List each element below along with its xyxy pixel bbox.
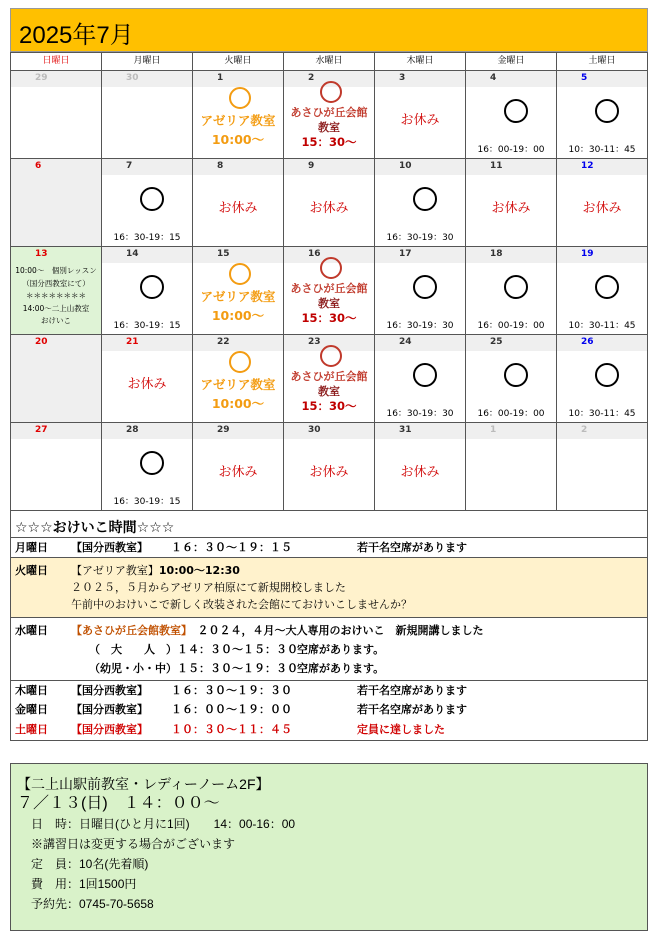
day-cell — [193, 335, 284, 423]
day-cell — [557, 159, 648, 247]
open-circle-icon — [229, 351, 251, 373]
calendar-page — [10, 8, 648, 928]
day-number: 11 — [490, 161, 503, 171]
day-note: 10:00～ 個別レッスン （国分西教室にて） ＊＊＊＊＊＊＊＊ 14:00～二上山教室 おけいこ — [15, 266, 97, 325]
lesson-time: 10：30-11：45 — [568, 321, 636, 331]
lesson-time: 16：30-19：30 — [386, 409, 454, 419]
day-number-bar — [102, 71, 192, 87]
day-cell — [557, 335, 648, 423]
day-number: 21 — [126, 337, 139, 347]
lesson-times — [10, 511, 648, 741]
event-detail: 日 時：日曜日(ひと月に1回) 14：00-16：00 — [31, 817, 296, 831]
event-date: ７／１３(日) １４：００～ — [17, 795, 220, 812]
closed-label: お休み — [127, 377, 167, 392]
closed-label: お休み — [309, 465, 349, 480]
day-number: 16 — [308, 249, 321, 259]
day-number-bar — [557, 247, 647, 263]
day-number-bar — [557, 423, 647, 439]
day-number: 31 — [399, 425, 412, 435]
day-number: 10 — [399, 161, 412, 171]
day-number: 30 — [126, 73, 139, 83]
day-number: 29 — [35, 73, 48, 83]
event-detail: 予約先：0745-70-5658 — [31, 897, 154, 911]
lesson-time: 16：00-19：00 — [477, 409, 545, 419]
day-cell — [375, 159, 466, 247]
day-cell — [557, 71, 648, 159]
open-circle-icon — [595, 99, 619, 123]
day-number-bar — [11, 71, 101, 87]
day-number: 5 — [581, 73, 588, 83]
event-notice — [10, 763, 648, 931]
day-cell — [557, 247, 648, 335]
month-title: 2025年7月 — [19, 22, 134, 49]
calendar-grid — [10, 52, 648, 511]
day-cell — [102, 423, 193, 511]
open-circle-icon — [504, 99, 528, 123]
day-number: 14 — [126, 249, 139, 259]
day-number-bar — [284, 423, 374, 439]
day-number: 28 — [126, 425, 139, 435]
day-number: 22 — [217, 337, 230, 347]
day-number-bar — [193, 71, 283, 87]
day-number-bar — [102, 159, 192, 175]
day-number: 19 — [581, 249, 594, 259]
lesson-time: 16：30-19：15 — [113, 233, 181, 243]
lesson-time: 16：00-19：00 — [477, 321, 545, 331]
lesson-time: 16：30-19：30 — [386, 233, 454, 243]
day-number: 30 — [308, 425, 321, 435]
day-cell — [284, 335, 375, 423]
day-cell — [466, 335, 557, 423]
day-number-bar — [102, 335, 192, 351]
day-cell — [466, 71, 557, 159]
weekday-header: 土曜日 — [557, 53, 648, 71]
open-circle-icon — [140, 275, 164, 299]
open-circle-icon — [320, 345, 342, 367]
closed-label: お休み — [400, 465, 440, 480]
day-cell — [193, 71, 284, 159]
day-cell — [284, 71, 375, 159]
day-number: 17 — [399, 249, 412, 259]
day-number-bar — [375, 335, 465, 351]
day-number: 6 — [35, 161, 42, 171]
lesson-time: 16：30-19：30 — [386, 321, 454, 331]
day-number: 7 — [126, 161, 133, 171]
open-circle-icon — [320, 81, 342, 103]
day-number-bar — [193, 335, 283, 351]
event-detail: 費 用：1回1500円 — [31, 877, 137, 891]
weekday-header: 金曜日 — [466, 53, 557, 71]
closed-label: お休み — [218, 201, 258, 216]
open-circle-icon — [504, 275, 528, 299]
day-cell — [375, 423, 466, 511]
day-cell — [102, 335, 193, 423]
day-number: 20 — [35, 337, 48, 347]
day-number: 24 — [399, 337, 412, 347]
open-circle-icon — [413, 275, 437, 299]
azalea-class-label: アゼリア教室 10:00～ — [200, 377, 276, 411]
day-number-bar — [284, 159, 374, 175]
closed-label: お休み — [491, 201, 531, 216]
day-number: 2 — [581, 425, 588, 435]
monday-row: 月曜日 【国分西教室】 １６：３０～１９：１５ 若干名空席があります — [11, 537, 647, 557]
open-circle-icon — [595, 275, 619, 299]
day-number: 29 — [217, 425, 230, 435]
asahi-class-label: あさひが丘会館 教室 15：30～ — [290, 106, 368, 149]
open-circle-icon — [229, 87, 251, 109]
day-cell — [466, 247, 557, 335]
day-number-bar — [102, 423, 192, 439]
weekday-header: 月曜日 — [102, 53, 193, 71]
event-title: 【二上山駅前教室・レディーノーム2F】 — [17, 776, 270, 792]
day-number: 1 — [217, 73, 224, 83]
day-cell — [284, 423, 375, 511]
day-number: 12 — [581, 161, 594, 171]
month-header — [10, 8, 648, 52]
lesson-time: 10：30-11：45 — [568, 145, 636, 155]
day-number: 25 — [490, 337, 503, 347]
day-number-bar — [557, 159, 647, 175]
open-circle-icon — [140, 451, 164, 475]
open-circle-icon — [413, 363, 437, 387]
azalea-class-label: アゼリア教室 10:00～ — [200, 289, 276, 323]
friday-row: 金曜日 【国分西教室】 １６：００～１９：００ 若干名空席があります — [15, 703, 467, 716]
open-circle-icon — [504, 363, 528, 387]
day-cell — [466, 159, 557, 247]
day-number: 2 — [308, 73, 315, 83]
thursday-row: 木曜日 【国分西教室】 １６：３０～１９：３０ 若干名空席があります — [11, 680, 647, 700]
lesson-time: 16：30-19：15 — [113, 321, 181, 331]
day-number-bar — [375, 71, 465, 87]
open-circle-icon — [595, 363, 619, 387]
weekday-header: 日曜日 — [11, 53, 102, 71]
day-cell — [11, 335, 102, 423]
day-number-bar — [557, 335, 647, 351]
day-number-bar — [193, 247, 283, 263]
day-number-bar — [102, 247, 192, 263]
day-number-bar — [375, 159, 465, 175]
day-cell — [193, 247, 284, 335]
closed-label: お休み — [400, 113, 440, 128]
day-number-bar — [11, 423, 101, 439]
day-number: 23 — [308, 337, 321, 347]
weekday-header: 木曜日 — [375, 53, 466, 71]
day-number: 15 — [217, 249, 230, 259]
day-number-bar — [375, 423, 465, 439]
day-number-bar — [557, 71, 647, 87]
day-number-bar — [466, 159, 556, 175]
day-cell — [375, 335, 466, 423]
day-number-bar — [466, 423, 556, 439]
weekday-header: 水曜日 — [284, 53, 375, 71]
day-number: 13 — [35, 249, 48, 259]
event-detail: 定 員：10名(先着順) — [31, 857, 149, 871]
open-circle-icon — [413, 187, 437, 211]
day-cell — [284, 159, 375, 247]
day-cell — [375, 247, 466, 335]
day-cell — [193, 423, 284, 511]
day-cell — [284, 247, 375, 335]
day-number: 18 — [490, 249, 503, 259]
day-number-bar — [466, 247, 556, 263]
day-number-bar — [375, 247, 465, 263]
day-cell — [11, 247, 102, 335]
day-number-bar — [466, 335, 556, 351]
day-number: 3 — [399, 73, 406, 83]
tuesday-block: 火曜日 【アゼリア教室】10:00～12:30 ２０２５，５月からアゼリア柏原にて新規開校しました 午前中のおけいこで新しく改装された会館にておけいこしませんか？ — [11, 557, 647, 617]
lesson-time: 16：00-19：00 — [477, 145, 545, 155]
open-circle-icon — [140, 187, 164, 211]
event-detail: ※講習日は変更する場合がございます — [31, 837, 236, 851]
lesson-time: 16：30-19：15 — [113, 497, 181, 507]
day-number: 1 — [490, 425, 497, 435]
day-number: 27 — [35, 425, 48, 435]
day-cell — [102, 247, 193, 335]
day-cell — [11, 159, 102, 247]
weekday-header: 火曜日 — [193, 53, 284, 71]
open-circle-icon — [229, 263, 251, 285]
closed-label: お休み — [218, 465, 258, 480]
wednesday-block: 水曜日 【あさひが丘会館教室】 ２０２４，４月～大人専用のおけいこ 新規開講しました （ 大 人 ）１４：３０～１５：３０空席があります。 （幼児・小・中）１５：３０～１９：３０空席があります。 — [11, 617, 647, 680]
day-number-bar — [466, 71, 556, 87]
asahi-class-label: あさひが丘会館 教室 15：30～ — [290, 282, 368, 325]
day-cell — [466, 423, 557, 511]
day-cell — [11, 71, 102, 159]
azalea-class-label: アゼリア教室 10:00～ — [200, 113, 276, 147]
lesson-times-title: ☆☆☆おけいこ時間☆☆☆ — [15, 520, 175, 536]
saturday-row: 土曜日 【国分西教室】 １０：３０～１１：４５ 定員に達しました — [15, 723, 445, 736]
day-number-bar — [193, 159, 283, 175]
closed-label: お休み — [582, 201, 622, 216]
day-number: 8 — [217, 161, 224, 171]
day-number: 26 — [581, 337, 594, 347]
day-number: 4 — [490, 73, 497, 83]
day-number: 9 — [308, 161, 315, 171]
day-cell — [102, 159, 193, 247]
closed-label: お休み — [309, 201, 349, 216]
asahi-class-label: あさひが丘会館 教室 15：30～ — [290, 370, 368, 413]
day-cell — [193, 159, 284, 247]
lesson-time: 10：30-11：45 — [568, 409, 636, 419]
open-circle-icon — [320, 257, 342, 279]
day-cell — [375, 71, 466, 159]
day-number-bar — [193, 423, 283, 439]
day-cell — [11, 423, 102, 511]
day-cell — [557, 423, 648, 511]
day-cell — [102, 71, 193, 159]
